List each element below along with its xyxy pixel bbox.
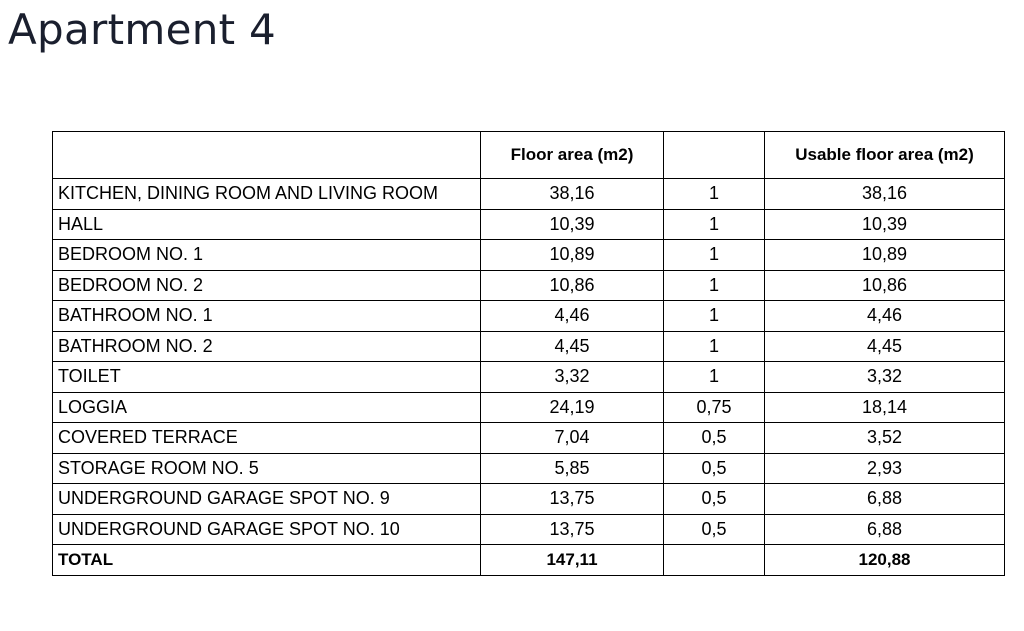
coefficient-value: 0,75	[664, 392, 765, 423]
table-total-row	[53, 545, 1005, 576]
table-row	[53, 392, 1005, 423]
usable-area-value: 6,88	[765, 484, 1005, 515]
floor-area-value: 4,46	[481, 301, 664, 332]
coefficient-value: 0,5	[664, 423, 765, 454]
room-name: BATHROOM NO. 1	[53, 301, 481, 332]
table-row	[53, 209, 1005, 240]
floor-area-value: 13,75	[481, 514, 664, 545]
coefficient-value: 0,5	[664, 453, 765, 484]
usable-area-value: 10,89	[765, 240, 1005, 271]
coefficient-value: 1	[664, 301, 765, 332]
room-name: KITCHEN, DINING ROOM AND LIVING ROOM	[53, 179, 481, 210]
table-row	[53, 331, 1005, 362]
usable-area-value: 6,88	[765, 514, 1005, 545]
usable-area-value: 2,93	[765, 453, 1005, 484]
table-row	[53, 423, 1005, 454]
table-row	[53, 514, 1005, 545]
floor-area-value: 10,89	[481, 240, 664, 271]
room-name: HALL	[53, 209, 481, 240]
table-row	[53, 484, 1005, 515]
room-name: BATHROOM NO. 2	[53, 331, 481, 362]
table-row	[53, 240, 1005, 271]
room-name: UNDERGROUND GARAGE SPOT NO. 10	[53, 514, 481, 545]
floor-area-value: 13,75	[481, 484, 664, 515]
floor-area-value: 7,04	[481, 423, 664, 454]
floor-area-value: 4,45	[481, 331, 664, 362]
floor-area-value: 10,39	[481, 209, 664, 240]
usable-area-value: 10,86	[765, 270, 1005, 301]
floor-area-table	[52, 131, 1005, 576]
page-title: Apartment 4	[8, 5, 277, 54]
room-name: LOGGIA	[53, 392, 481, 423]
total-label: TOTAL	[53, 545, 481, 576]
total-floor-area: 147,11	[481, 545, 664, 576]
room-name: STORAGE ROOM NO. 5	[53, 453, 481, 484]
header-coefficient	[664, 132, 765, 179]
table-header-row	[53, 132, 1005, 179]
room-name: UNDERGROUND GARAGE SPOT NO. 9	[53, 484, 481, 515]
floor-area-value: 38,16	[481, 179, 664, 210]
room-name: TOILET	[53, 362, 481, 393]
coefficient-value: 1	[664, 240, 765, 271]
table-row	[53, 453, 1005, 484]
total-coefficient	[664, 545, 765, 576]
header-room	[53, 132, 481, 179]
floor-area-value: 3,32	[481, 362, 664, 393]
coefficient-value: 0,5	[664, 484, 765, 515]
usable-area-value: 4,45	[765, 331, 1005, 362]
usable-area-value: 18,14	[765, 392, 1005, 423]
coefficient-value: 1	[664, 270, 765, 301]
floor-area-value: 24,19	[481, 392, 664, 423]
room-name: BEDROOM NO. 2	[53, 270, 481, 301]
header-floor-area: Floor area (m2)	[481, 132, 664, 179]
coefficient-value: 1	[664, 362, 765, 393]
total-usable-area: 120,88	[765, 545, 1005, 576]
usable-area-value: 4,46	[765, 301, 1005, 332]
table-row	[53, 270, 1005, 301]
usable-area-value: 3,32	[765, 362, 1005, 393]
usable-area-value: 10,39	[765, 209, 1005, 240]
table-row	[53, 179, 1005, 210]
coefficient-value: 1	[664, 209, 765, 240]
floor-area-value: 5,85	[481, 453, 664, 484]
room-name: COVERED TERRACE	[53, 423, 481, 454]
coefficient-value: 1	[664, 179, 765, 210]
room-name: BEDROOM NO. 1	[53, 240, 481, 271]
usable-area-value: 38,16	[765, 179, 1005, 210]
usable-area-value: 3,52	[765, 423, 1005, 454]
table-row	[53, 301, 1005, 332]
coefficient-value: 1	[664, 331, 765, 362]
header-usable-area: Usable floor area (m2)	[765, 132, 1005, 179]
floor-area-value: 10,86	[481, 270, 664, 301]
table-row	[53, 362, 1005, 393]
coefficient-value: 0,5	[664, 514, 765, 545]
